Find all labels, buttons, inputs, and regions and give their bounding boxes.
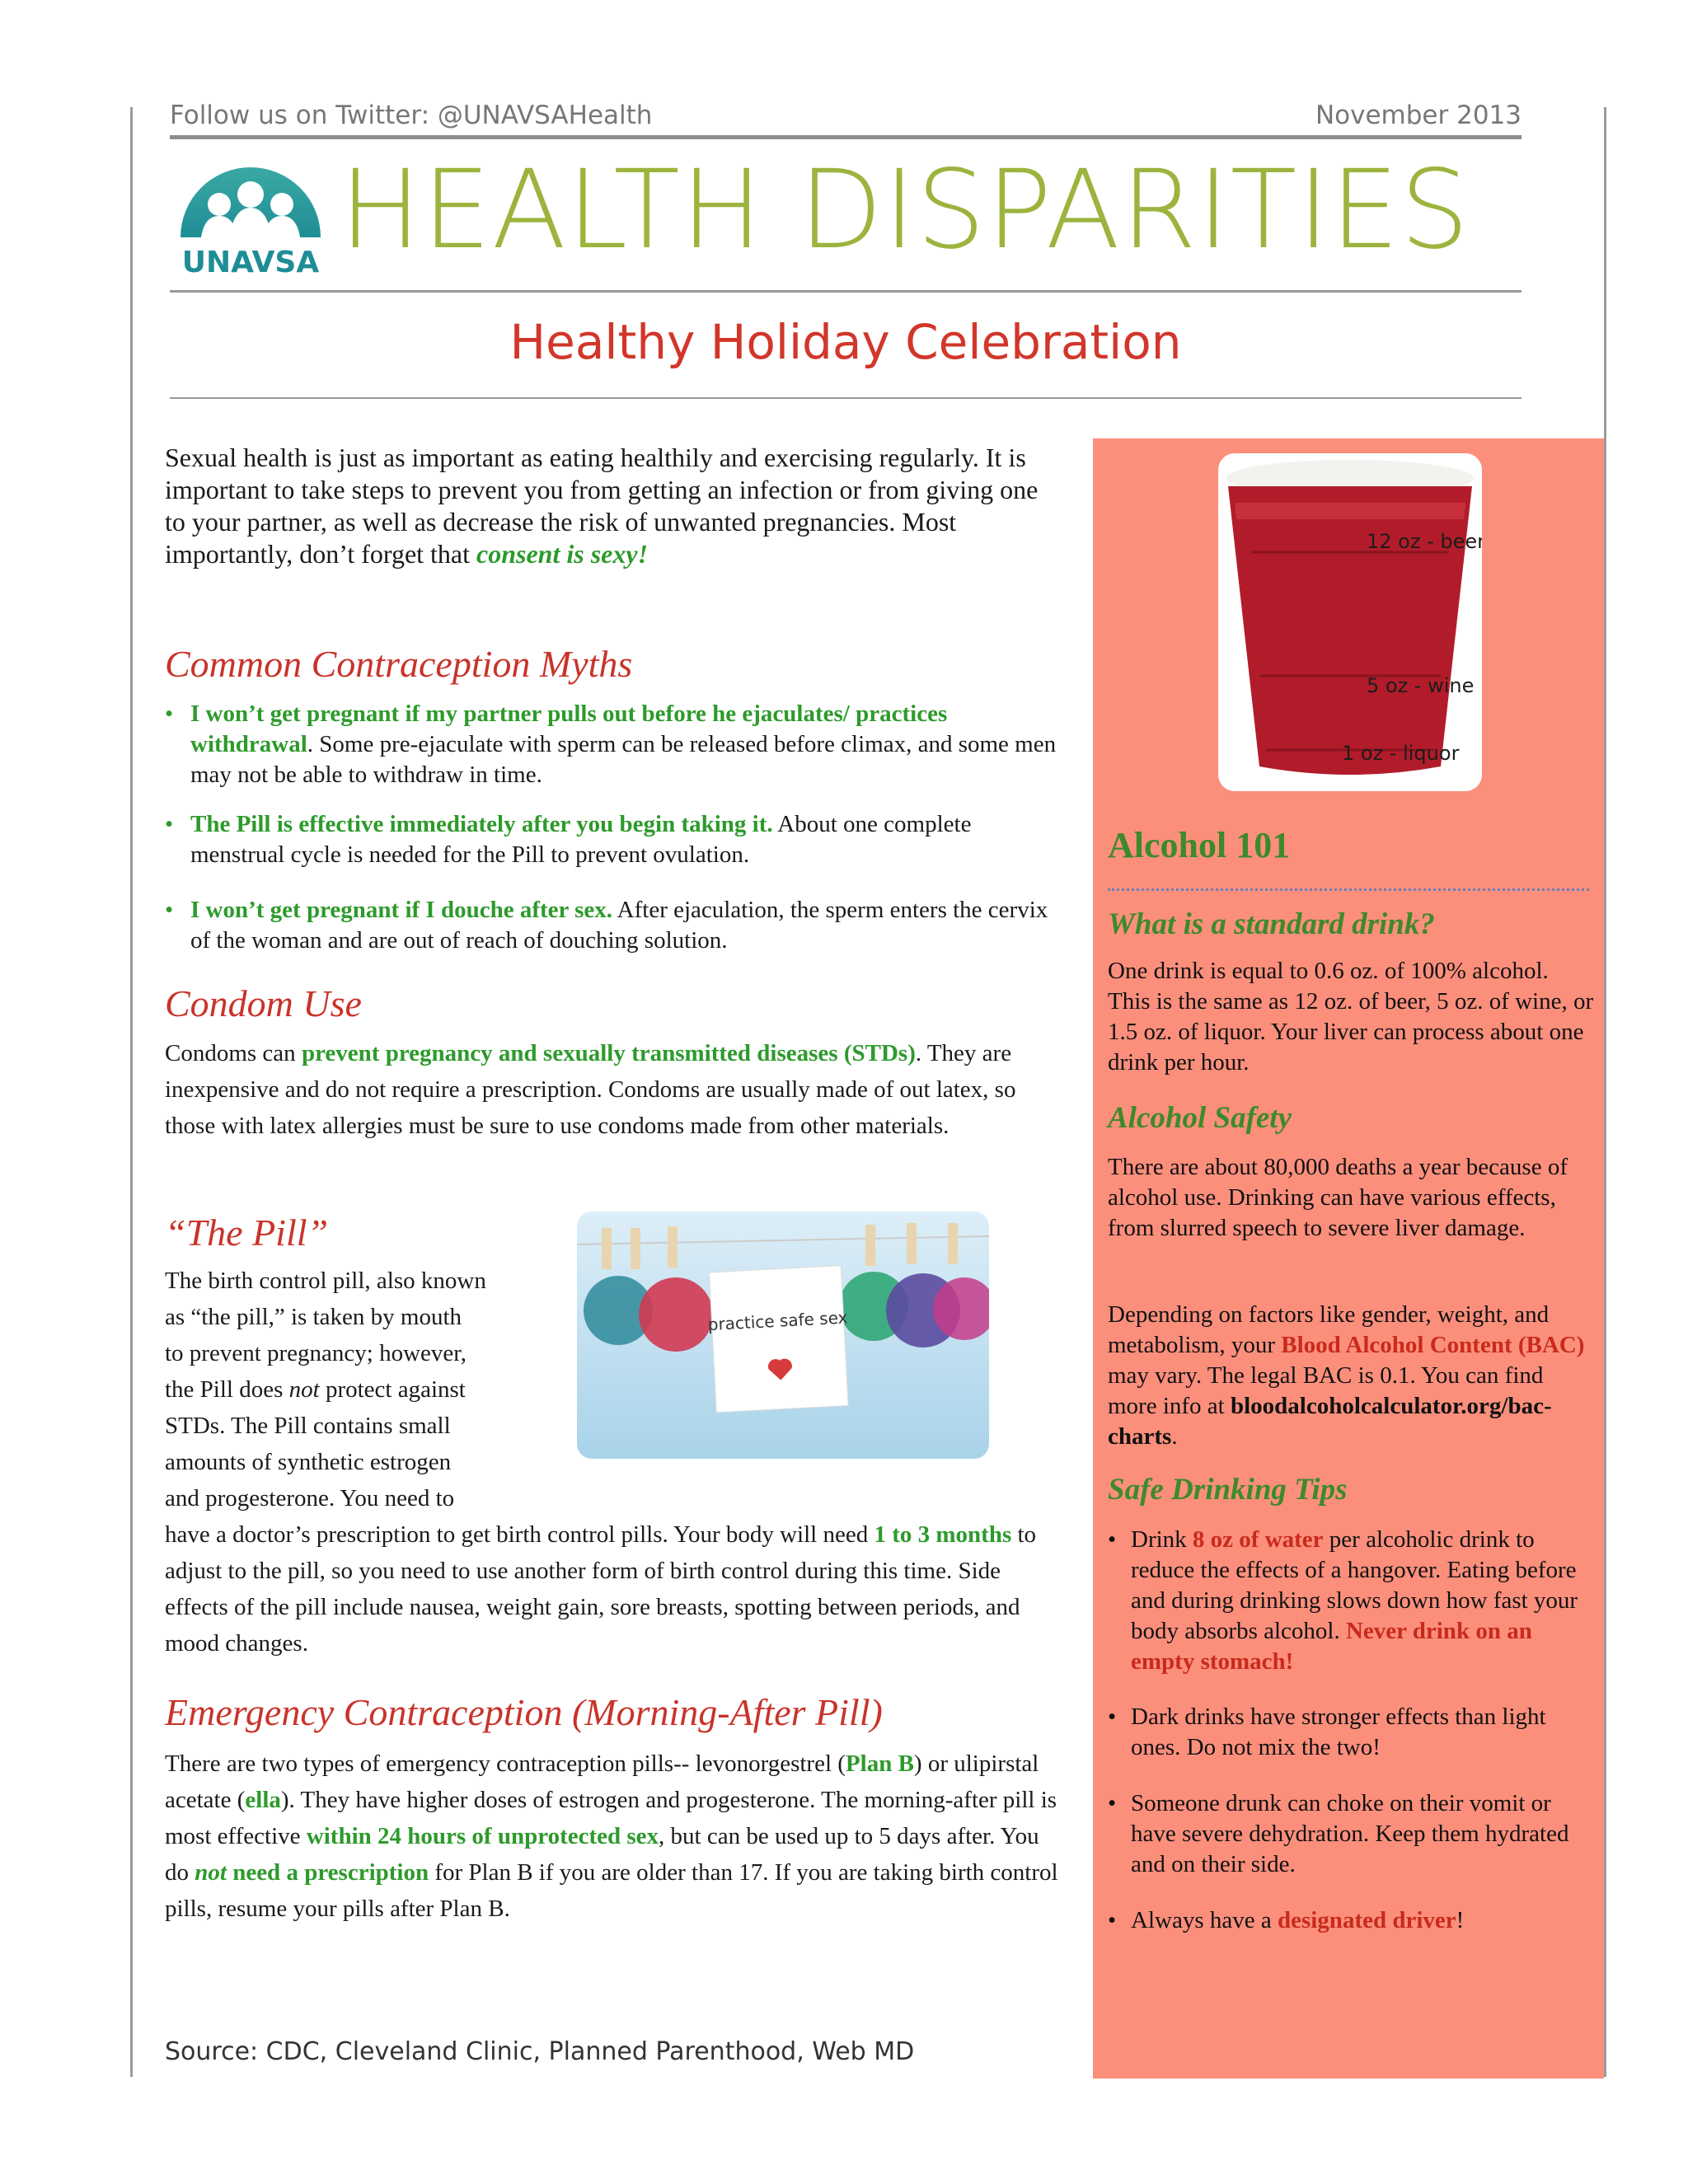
safe-drinking-heading: Safe Drinking Tips	[1108, 1473, 1348, 1507]
myth-item: • The Pill is effective immediately after you begin taking it. About one complete menstrual cycle is needed for the Pill to prevent ovulation.	[165, 811, 972, 868]
right-border	[1604, 107, 1606, 2077]
newsletter-title: HEALTH DISPARITIES	[340, 147, 1470, 274]
cup-label-liquor: 1 oz - liquor	[1342, 742, 1460, 765]
bac-link[interactable]: bloodalcoholcalculator.org/bac-charts	[1108, 1393, 1552, 1450]
subtitle-rule	[170, 397, 1522, 399]
cup-label-wine: 5 oz - wine	[1367, 674, 1475, 697]
bac-text: Depending on factors like gender, weight, and metabolism, your Blood Alcohol Content (BAC) may vary. The legal BAC is 0.1. You can find more info at bloodalcoholcalculator.org/bac-charts.	[1108, 1301, 1585, 1450]
tip-item: • Drink 8 oz of water per alcoholic drink to reduce the effects of a hangover. Eating before and during drinking slows down how fast your body absorbs alcohol. Never drink on an empty stomach!	[1108, 1526, 1578, 1675]
emergency-heading: Emergency Contraception (Morning-After Pill)	[165, 1691, 883, 1733]
title-rule	[170, 290, 1522, 293]
issue-subtitle: Healthy Holiday Celebration	[509, 314, 1182, 370]
myth-item: • I won’t get pregnant if I douche after sex. After ejaculation, the sperm enters the cervix of the woman and are out of reach of douching solution.	[165, 897, 1048, 954]
dotted-divider	[1108, 888, 1589, 891]
condom-paragraph: Condoms can prevent pregnancy and sexually transmitted diseases (STDs). They are inexpensive and do not require a prescription. Condoms are usually made of out latex, so those with latex allergies must be sure to use condoms made from other materials.	[165, 1040, 1016, 1139]
photo-card-text: practice safe sex	[707, 1307, 849, 1335]
twitter-handle: Follow us on Twitter: @UNAVSAHealth	[170, 101, 653, 130]
intro-paragraph: Sexual health is just as important as eating healthily and exercising regularly. It is important to take steps to prevent you from getting an infection or from giving one to your partner, as well as decrease the risk of unwanted pregnancies. Most importantly, don’t forget that consent is sexy!	[165, 443, 1039, 569]
condom-heading: Condom Use	[165, 982, 362, 1024]
red-cup-image	[1218, 453, 1482, 791]
issue-date: November 2013	[1315, 101, 1522, 130]
standard-drink-heading: What is a standard drink?	[1108, 907, 1435, 941]
alcohol-safety-text: There are about 80,000 deaths a year because of alcohol use. Drinking can have various effects, from slurred speech to severe liver damage.	[1108, 1154, 1568, 1241]
tip-item: • Always have a designated driver!	[1108, 1907, 1465, 1933]
tip-item: • Dark drinks have stronger effects than light ones. Do not mix the two!	[1108, 1704, 1546, 1760]
logo-text: UNAVSA	[181, 246, 320, 279]
myths-heading: Common Contraception Myths	[165, 643, 633, 685]
standard-drink-text: One drink is equal to 0.6 oz. of 100% alcohol. This is the same as 12 oz. of beer, 5 oz. of wine, or 1.5 oz. of liquor. Your liver can process about one drink per hour.	[1108, 958, 1594, 1076]
consent-emphasis: consent is sexy!	[476, 539, 649, 569]
left-border	[130, 107, 133, 2077]
header-rule	[170, 135, 1522, 139]
pill-heading: “The Pill”	[165, 1212, 329, 1254]
condom-clothesline-photo	[577, 1212, 989, 1459]
source-note: Source: CDC, Cleveland Clinic, Planned Parenthood, Web MD	[165, 2037, 915, 2066]
alcohol-safety-heading: Alcohol Safety	[1108, 1101, 1292, 1135]
unavsa-logo	[176, 147, 325, 287]
pill-paragraph: have a doctor’s prescription to get birth control pills. Your body will need 1 to 3 months to adjust to the pill, so you need to use another form of birth control during this time. Side effects of the pill include nausea, weight gain, sore breasts, spotting between periods, and mood changes.	[165, 1521, 1037, 1657]
header-bar	[170, 101, 1522, 138]
cup-label-beer: 12 oz - beer	[1367, 530, 1482, 553]
tip-item: • Someone drunk can choke on their vomit or have severe dehydration. Keep them hydrated and on their side.	[1108, 1790, 1569, 1877]
myth-item: • I won’t get pregnant if my partner pulls out before he ejaculates/ practices withdrawal. Some pre-ejaculate with sperm can be released before climax, and some men may not be able to withdraw in time.	[165, 701, 1057, 788]
pill-paragraph-wrap: The birth control pill, also known as “the pill,” is taken by mouth to prevent pregnancy; however, the Pill does not protect against STDs. The Pill contains small amounts of synthetic estrogen and progesterone. You need to	[165, 1268, 486, 1511]
alcohol-heading: Alcohol 101	[1108, 825, 1291, 865]
emergency-paragraph: There are two types of emergency contraception pills-- levonorgestrel (Plan B) or ulipirstal acetate (ella). They have higher doses of estrogen and progesterone. The morning-after pill is most effective within 24 hours of unprotected sex, but can be used up to 5 days after. You do not need a prescription for Plan B if you are older than 17. If you are taking birth control pills, resume your pills after Plan B.	[165, 1750, 1058, 1922]
